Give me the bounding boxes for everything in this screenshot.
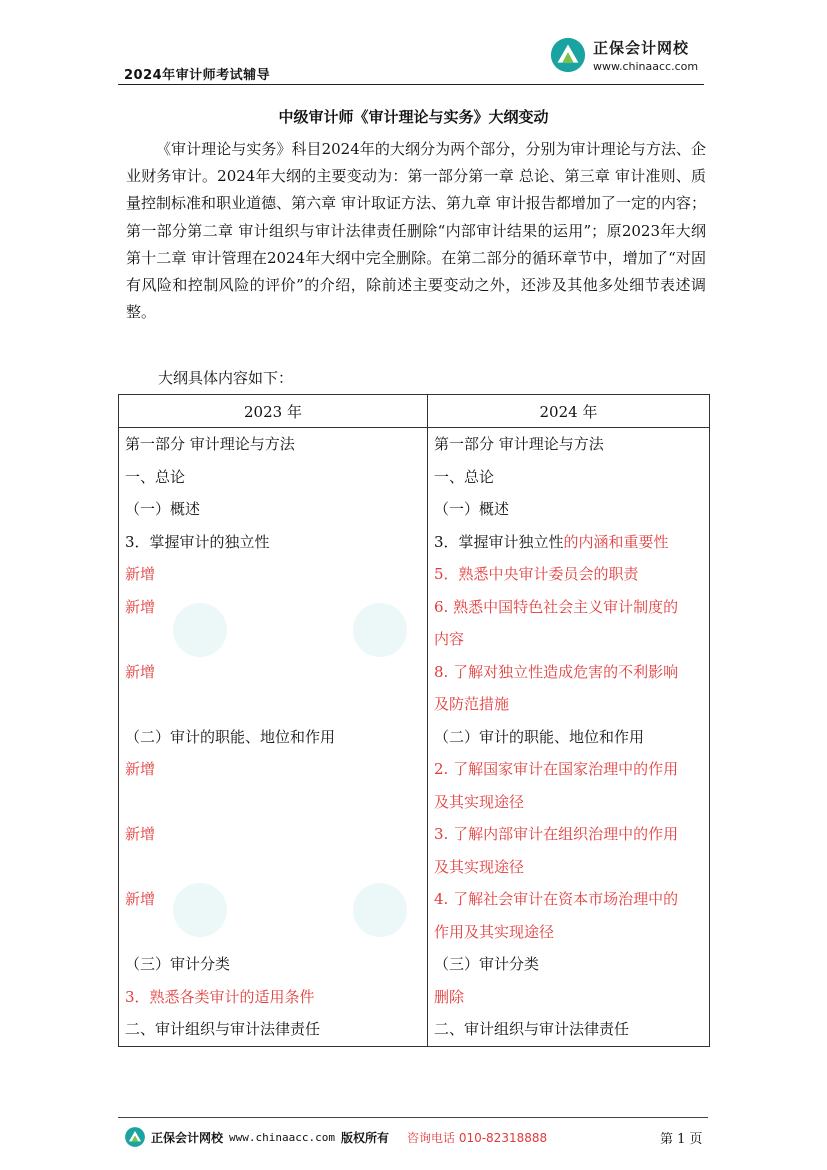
outline-line (434, 558, 703, 591)
outline-line-text: 3. 了解内部审计在组织治理中的作用 (434, 825, 679, 843)
outline-line-text: 一、总论 (125, 467, 186, 486)
logo-name: 正保会计网校 (593, 39, 690, 57)
column-header-2023: 2023 年 (119, 395, 428, 428)
logo-url: www.chinaacc.com (593, 60, 699, 73)
outline-line-text: 3．熟悉各类审计的适用条件 (125, 987, 315, 1006)
outline-line-text: 第一部分 审计理论与方法 (434, 435, 604, 453)
outline-comparison-table (118, 394, 710, 1047)
outline-line (125, 493, 421, 526)
page-number: 第 1 页 (660, 1132, 703, 1147)
footer-divider (118, 1117, 708, 1118)
outline-line-text: （二）审计的职能、地位和作用 (434, 727, 645, 746)
outline-line (434, 948, 703, 981)
outline-line (434, 786, 703, 819)
outline-line-text: 新增 (125, 597, 156, 616)
outline-line-text (125, 793, 130, 811)
outline-line-text: 新增 (125, 760, 156, 778)
column-header-2024: 2024 年 (428, 395, 710, 428)
outline-line (434, 1013, 703, 1046)
outline-line-text (125, 858, 130, 876)
outline-line-text: 二、审计组织与审计法律责任 (125, 1020, 321, 1038)
outline-line (125, 591, 421, 624)
outline-line (125, 818, 421, 851)
chinaacc-logo-icon (549, 36, 587, 74)
outline-line (125, 786, 421, 819)
outline-line-text: 新增 (125, 662, 156, 681)
outline-line-text: 3．掌握审计的独立性 (125, 532, 270, 551)
outline-line (125, 883, 421, 916)
header-divider (118, 84, 704, 85)
brand-logo[interactable] (549, 36, 698, 74)
outline-line-text: （二）审计的职能、地位和作用 (125, 727, 336, 746)
footer-rights: 版权所有 (340, 1130, 389, 1145)
outline-line (434, 981, 703, 1014)
outline-line (125, 721, 421, 754)
outline-line (434, 526, 703, 559)
outline-line (125, 428, 421, 461)
outline-line-text: 内容 (434, 630, 465, 648)
outline-line (125, 623, 421, 656)
footer-brand: 正保会计网校 (151, 1130, 224, 1145)
outline-line-text: 3．掌握审计独立性 (434, 532, 564, 551)
column-2024 (428, 428, 710, 1047)
outline-line-text: 5．熟悉中央审计委员会的职责 (434, 565, 639, 583)
outline-line (125, 753, 421, 786)
outline-line (434, 818, 703, 851)
outline-line-text: 二、审计组织与审计法律责任 (434, 1020, 630, 1038)
column-2023 (119, 428, 428, 1047)
outline-line-text: （三）审计分类 (125, 955, 231, 973)
outline-line (434, 656, 703, 689)
outline-line-text: 作用及其实现途径 (434, 922, 555, 941)
header-subtitle: 2024年审计师考试辅导 (124, 68, 271, 83)
outline-line (434, 753, 703, 786)
outline-line (125, 1013, 421, 1046)
footer-hotline: 咨询电话 010-82318888 (407, 1130, 548, 1145)
outline-line (434, 916, 703, 949)
outline-line (125, 558, 421, 591)
footer (124, 1126, 547, 1148)
outline-line-text: 4. 了解社会审计在资本市场治理中的 (434, 890, 679, 908)
outline-line (125, 656, 421, 689)
outline-line-text: （一）概述 (125, 500, 201, 518)
outline-line-text: 新增 (125, 890, 156, 908)
outline-line-text: 一、总论 (434, 467, 495, 486)
outline-line-text: （三）审计分类 (434, 955, 540, 973)
outline-line-added-text: 的内涵和重要性 (563, 532, 669, 551)
outline-intro: 大纲具体内容如下： (158, 369, 294, 387)
outline-line-text: 及其实现途径 (434, 792, 525, 811)
outline-line (434, 428, 703, 461)
outline-line (125, 916, 421, 949)
outline-line-text: 删除 (434, 987, 465, 1006)
outline-line (125, 981, 421, 1014)
outline-line (434, 688, 703, 721)
intro-paragraph: 《审计理论与实务》科目2024年的大纲分为两个部分，分别为审计理论与方法、企业财务审计。2024年大纲的主要变动为：第一部分第一章 总论、第三章 审计准则、质量控制标准和职业道德、第六章 审计取证方法、第九章 审计报告都增加了一定的内容；第一部分第二章 审计组织与审计法律责任删除“内部审计结果的运用”；原2023年大纲第十二章 审计管理在2024年大纲中完全删除。在第二部分的循环章节中，增加了“对固有风险和控制风险的评价”的介绍，除前述主要变动之外，还涉及其他多处细节表述调整。 (126, 140, 706, 322)
outline-line-text: 第一部分 审计理论与方法 (125, 435, 295, 453)
outline-line-text: 2. 了解国家审计在国家治理中的作用 (434, 760, 679, 778)
outline-line-text: 新增 (125, 565, 156, 583)
outline-line (125, 526, 421, 559)
outline-line (125, 688, 421, 721)
outline-line (434, 623, 703, 656)
outline-line (125, 851, 421, 884)
outline-line (125, 948, 421, 981)
outline-line (125, 461, 421, 494)
outline-line-text: 新增 (125, 825, 156, 843)
outline-line (434, 721, 703, 754)
footer-url[interactable]: www.chinaacc.com (229, 1130, 335, 1144)
outline-line (434, 851, 703, 884)
outline-line-text (125, 630, 130, 648)
outline-line (434, 461, 703, 494)
outline-line-text (125, 695, 130, 713)
outline-line (434, 591, 703, 624)
outline-line-text: 及其实现途径 (434, 857, 525, 876)
outline-line-text: 及防范措施 (434, 695, 510, 713)
outline-line-text (125, 923, 130, 941)
page-title: 中级审计师《审计理论与实务》大纲变动 (278, 108, 549, 126)
outline-line-text: （一）概述 (434, 500, 510, 518)
outline-line (434, 493, 703, 526)
outline-line-text: 8. 了解对独立性造成危害的不利影响 (434, 662, 679, 681)
chinaacc-logo-icon (124, 1126, 146, 1148)
outline-line-text: 6. 熟悉中国特色社会主义审计制度的 (434, 597, 679, 616)
outline-line (434, 883, 703, 916)
